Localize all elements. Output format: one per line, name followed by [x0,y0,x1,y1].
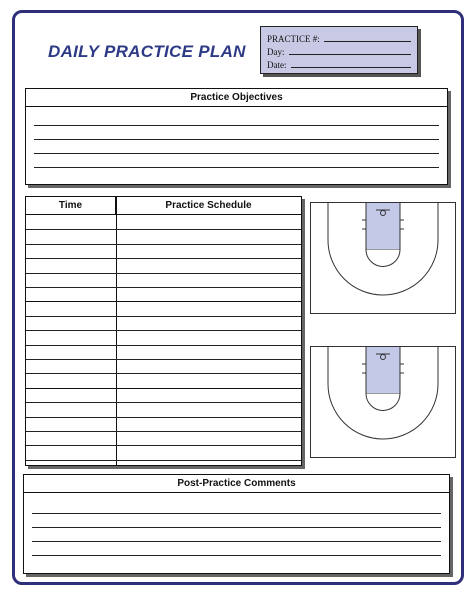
date-label: Date: [267,60,287,70]
schedule-row-line[interactable] [26,345,301,346]
schedule-row-line[interactable] [26,373,301,374]
objectives-line[interactable] [34,153,439,154]
schedule-row-line[interactable] [26,402,301,403]
court-diagram-bottom [310,346,456,458]
schedule-row-line[interactable] [26,330,301,331]
schedule-column-header: Practice Schedule [165,200,252,211]
objectives-line[interactable] [34,139,439,140]
schedule-row-line[interactable] [26,460,301,461]
day-field[interactable] [267,44,411,57]
court-diagram-top [310,202,456,314]
schedule-row-line[interactable] [26,445,301,446]
objectives-section [25,88,448,185]
schedule-row-line[interactable] [26,431,301,432]
day-label: Day: [267,47,285,57]
schedule-row-line[interactable] [26,301,301,302]
schedule-row-line[interactable] [26,258,301,259]
day-line[interactable] [289,54,412,55]
comments-line[interactable] [32,513,441,514]
date-line[interactable] [291,67,412,68]
schedule-row-line[interactable] [26,388,301,389]
objectives-line[interactable] [34,125,439,126]
schedule-header-row [26,197,301,215]
schedule-row-line[interactable] [26,287,301,288]
schedule-row-line[interactable] [26,229,301,230]
practice-number-label: PRACTICE #: [267,34,320,44]
comments-line[interactable] [32,555,441,556]
schedule-row-line[interactable] [26,244,301,245]
comments-header: Post-Practice Comments [24,475,449,493]
schedule-table [25,196,302,466]
schedule-row-line[interactable] [26,417,301,418]
objectives-line[interactable] [34,167,439,168]
objectives-header: Practice Objectives [26,89,447,107]
schedule-row-line[interactable] [26,316,301,317]
comments-section [23,474,450,574]
schedule-row-line[interactable] [26,273,301,274]
date-field[interactable] [267,57,411,70]
comments-line[interactable] [32,527,441,528]
schedule-row-line[interactable] [26,359,301,360]
page-title: DAILY PRACTICE PLAN [48,42,246,61]
comments-line[interactable] [32,541,441,542]
practice-info-box [260,26,418,74]
practice-number-field[interactable] [267,31,411,44]
time-column-header: Time [26,197,116,214]
practice-number-line[interactable] [324,41,411,42]
